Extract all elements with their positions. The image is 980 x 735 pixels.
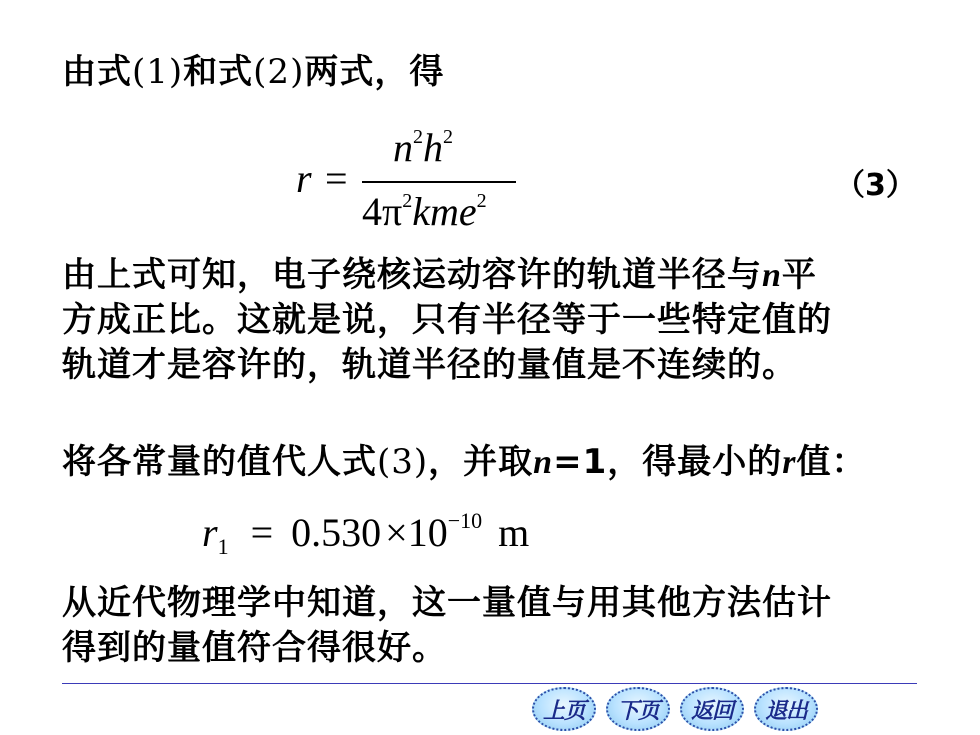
intro-text-1: 由式 [62,52,132,92]
para2-text-2: ，并取 [428,442,534,482]
para3-line1: 从近代物理学中知道，这一量值与用其他方法估计 [62,583,832,623]
equation-ref-1: (1) [132,52,184,92]
numerator-h-exponent: 2 [443,126,453,148]
equation-number: （3） [835,168,916,203]
denominator-4: 4 [362,189,382,234]
r1-base: 10 [407,510,448,555]
para3-line2: 得到的量值符合得很好。 [62,628,447,668]
variable-n: n [762,257,782,294]
variable-n: n [533,444,554,481]
para1-line1-tail: 平 [781,255,817,295]
next-page-button[interactable]: 下页 [606,687,670,731]
exit-button[interactable]: 退出 [754,687,818,731]
para1-line1-text: 由上式可知，电子绕核运动容许的轨道半径与 [62,255,762,295]
prev-page-button[interactable]: 上页 [532,687,596,731]
denominator-pi: π [382,189,403,234]
fraction-numerator [393,124,453,171]
intro-line [62,52,444,92]
r1-subscript: 1 [217,534,229,559]
fraction-denominator [362,188,487,235]
r1-value: 0.530 [291,510,382,555]
para2-line [62,442,866,483]
back-button[interactable]: 返回 [680,687,744,731]
variable-r: r [782,444,797,481]
para1-line1 [62,255,817,296]
nav-bar [532,687,828,735]
r1-unit: m [498,510,530,555]
r1-equals: = [250,510,274,555]
r1-times: × [385,510,408,555]
para2-text-1: 将各常量的值代人式 [62,442,377,482]
para2-n-value: =1 [553,442,608,482]
footer-divider [62,683,917,684]
formula-lhs-r: r [296,156,312,201]
para1-line2: 方成正比。这就是说，只有半径等于一些特定值的 [62,300,832,340]
para2-text-3: ，得最小的 [607,442,783,482]
numerator-h: h [423,125,443,170]
para2-text-4: 值： [796,442,867,482]
denominator-kme: kme [412,189,477,234]
formula-equals: = [325,156,348,201]
numerator-n: n [393,125,413,170]
intro-text-3: 两式，得 [304,52,445,92]
numerator-n-exponent: 2 [413,126,423,148]
formula-r1 [202,508,529,560]
denominator-e-exponent: 2 [476,190,487,212]
equation-ref-3: (3) [377,442,429,482]
intro-text-2: 和式 [183,52,254,92]
r1-symbol: r [202,510,218,555]
r1-exponent: −10 [447,508,483,533]
equation-ref-2: (2) [253,52,305,92]
para1-line3: 轨道才是容许的，轨道半径的量值是不连续的。 [62,345,797,385]
denominator-pi-exponent: 2 [402,190,413,212]
fraction-bar [362,181,516,183]
